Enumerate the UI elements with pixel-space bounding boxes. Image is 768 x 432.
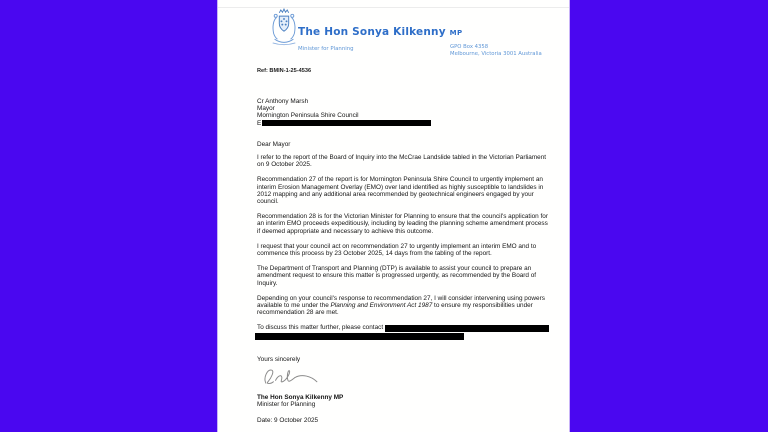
sender-title: Minister for Planning — [298, 46, 354, 52]
redaction-bar-contact-1 — [385, 325, 549, 332]
date-line: Date: 9 October 2025 — [257, 417, 319, 425]
sender-name — [298, 26, 463, 38]
letter-page — [217, 0, 570, 432]
recipient-role: Mayor — [257, 105, 275, 113]
letter-body — [257, 98, 549, 424]
email-prefix: E — [257, 119, 262, 127]
office-address — [450, 44, 542, 57]
paragraph-request: I request that your council act on recommendation 27 to urgently implement an interim EMO and to commence this process by 23 October 2025, 14 days from the tabling of the report. — [257, 242, 537, 258]
intervention-text-before: Depending on your council's response to recommendation 27, I will consider intervening using powers available to me under the — [257, 294, 545, 310]
contact-line — [257, 324, 549, 331]
recipient-block — [257, 98, 549, 127]
paragraph-dtp-assist: The Department of Transport and Planning (DTP) is available to assist your council to prepare an amendment request to ensure this matter is progressed urgently, as recommended by the Board of Inquiry. — [257, 265, 537, 287]
victoria-coat-of-arms-icon — [268, 6, 300, 46]
paragraph-contact — [257, 324, 549, 339]
redaction-bar-contact-2 — [255, 333, 464, 340]
reference-number: Ref: BMIN-1-25-4536 — [257, 68, 312, 74]
paragraph-recommendation-27: Recommendation 27 of the report is for Mornington Peninsula Shire Council to urgently implement an interim Erosion Management Overlay (EMO) over land identified as highly susceptible to landslides in 2012 mapping and any additional area recommended by geotechnical engineers engaged by your council. — [257, 176, 544, 206]
paragraph-intervention — [257, 295, 549, 317]
signature-handwriting — [259, 365, 321, 393]
signatory-name: The Hon Sonya Kilkenny MP — [257, 393, 344, 401]
redaction-bar-email — [262, 120, 431, 127]
contact-prefix: To discuss this matter further, please contact — [257, 324, 384, 332]
intervention-text-after: to ensure my responsibilities under recommendation 28 are met. — [257, 302, 533, 317]
sender-name-text: The Hon Sonya Kilkenny — [298, 26, 446, 38]
office-address-line2: Melbourne, Victoria 3001 Australia — [450, 50, 542, 57]
recipient-name: Cr Anthony Marsh — [257, 98, 309, 105]
closing-valediction: Yours sincerely — [257, 355, 301, 363]
act-title-italic: Planning and Environment Act 1987 — [330, 302, 433, 310]
sender-postnominal: MP — [449, 29, 463, 37]
recipient-organisation: Mornington Peninsula Shire Council — [257, 112, 359, 120]
recipient-email-line — [257, 120, 549, 127]
office-address-line1: GPO Box 4358 — [450, 44, 489, 50]
salutation: Dear Mayor — [257, 140, 291, 148]
paragraph-intro: I refer to the report of the Board of Inquiry into the McCrae Landslide tabled in the Victorian Parliament on 9 October 2025. — [257, 154, 547, 169]
signatory-title: Minister for Planning — [257, 401, 316, 409]
paragraph-recommendation-28: Recommendation 28 is for the Victorian Minister for Planning to ensure that the council's application for an interim EMO proceeds expeditiously, including by leading the planning scheme amendment process if deemed appropriate and necessary to achieve this outcome. — [257, 213, 548, 235]
